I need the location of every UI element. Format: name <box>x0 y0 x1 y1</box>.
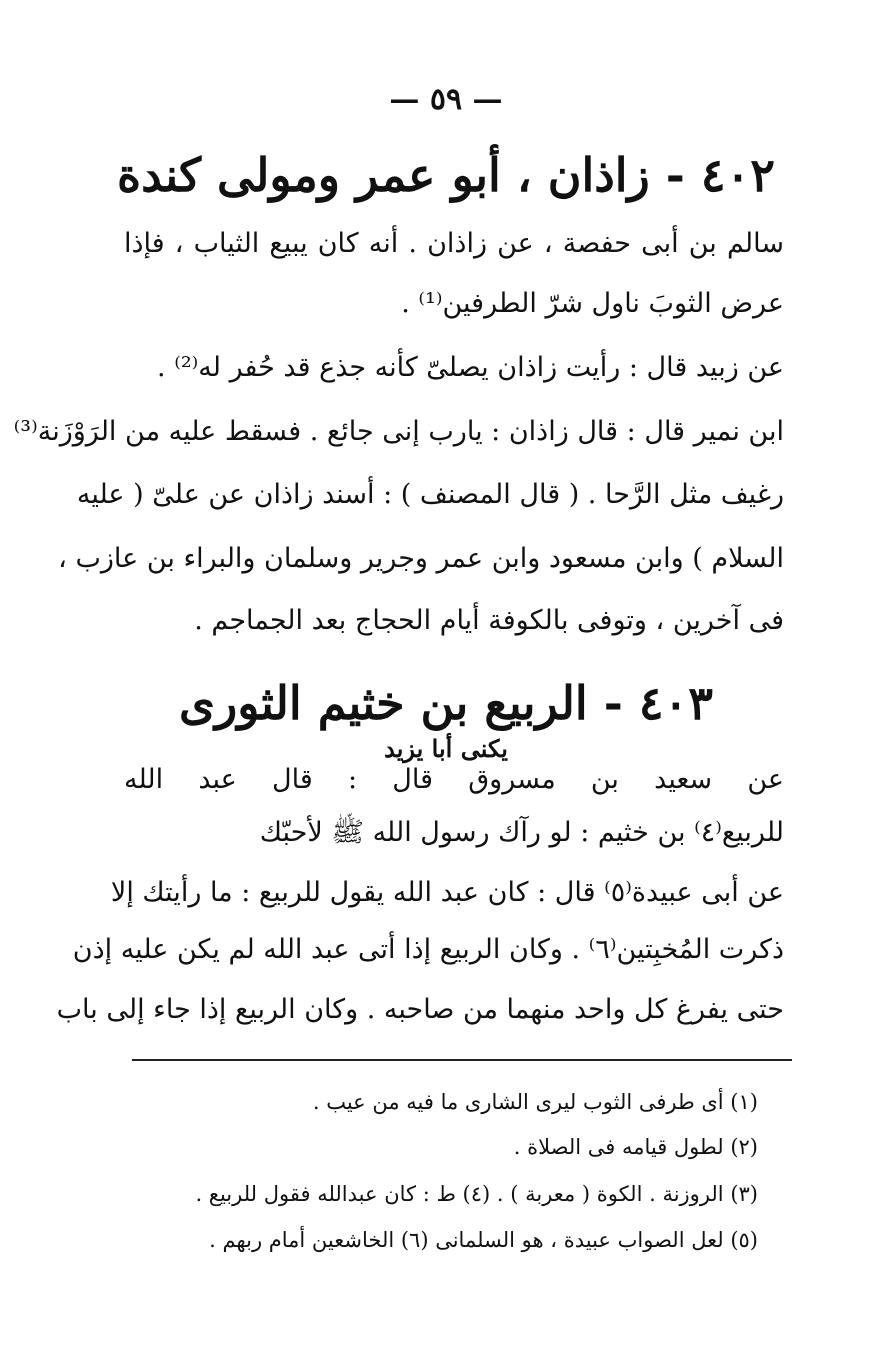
entry-402-line-2: عرض الثوبَ ناول شرّ الطرفين⁽¹⁾ . <box>401 288 784 319</box>
footnote-1: (١) أى طرفى الثوب ليرى الشارى ما فيه من عيب . <box>312 1090 758 1114</box>
entry-403-kunya: يكنى أبا يزيد <box>384 734 508 763</box>
entry-402-line-1: سالم بن أبى حفصة ، عن زاذان . أنه كان يبيع الثياب ، فإذا <box>124 228 784 259</box>
entry-402-line-6: السلام ) وابن مسعود وابن عمر وجرير وسلمان والبراء بن عازب ، <box>58 543 784 574</box>
entry-403-line-3: عن أبى عبيدة⁽٥⁾ قال : كان عبد الله يقول للربيع : ما رأيتك إلا <box>110 877 784 908</box>
entry-heading-402: ٤٠٢ - زاذان ، أبو عمر ومولى كندة <box>117 148 775 202</box>
entry-402-line-3: عن زبيد قال : رأيت زاذان يصلىّ كأنه جذع قد حُفر له⁽²⁾ . <box>157 352 784 383</box>
footnote-2: (٢) لطول قيامه فى الصلاة . <box>513 1135 758 1159</box>
entry-403-line-2: للربيع⁽٤⁾ بن خثيم : لو رآك رسول الله ﷺ لأحبّك <box>259 817 784 848</box>
entry-403-line-4: ذكرت المُخبِتين⁽٦⁾ . وكان الربيع إذا أتى عبد الله لم يكن عليه إذن <box>72 934 784 965</box>
entry-heading-403: ٤٠٣ - الربيع بن خثيم الثورى <box>179 676 713 730</box>
page-number: — ٥٩ — <box>389 82 503 117</box>
entry-403-line-1: عن سعيد بن مسروق قال : قال عبد الله <box>124 764 784 795</box>
footnote-5-6: (٥) لعل الصواب عبيدة ، هو السلمانى (٦) الخاشعين أمام ربهم . <box>209 1228 758 1252</box>
entry-402-line-7: فى آخرين ، وتوفى بالكوفة أيام الحجاج بعد الجماجم . <box>194 605 784 636</box>
entry-402-line-5: رغيف مثل الرَّحا . ( قال المصنف ) : أسند زاذان عن علىّ ( عليه <box>76 479 784 510</box>
entry-403-line-5: حتى يفرغ كل واحد منهما من صاحبه . وكان الربيع إذا جاء إلى باب <box>56 994 784 1025</box>
footnote-divider <box>132 1059 792 1061</box>
footnote-3-4: (٣) الروزنة . الكوة ( معربة ) . (٤) ط : كان عبدالله فقول للربيع . <box>195 1182 758 1206</box>
entry-402-line-4: ابن نمير قال : قال زاذان : يارب إنى جائع . فسقط عليه من الرَوْزَنة⁽³⁾ <box>13 416 784 447</box>
